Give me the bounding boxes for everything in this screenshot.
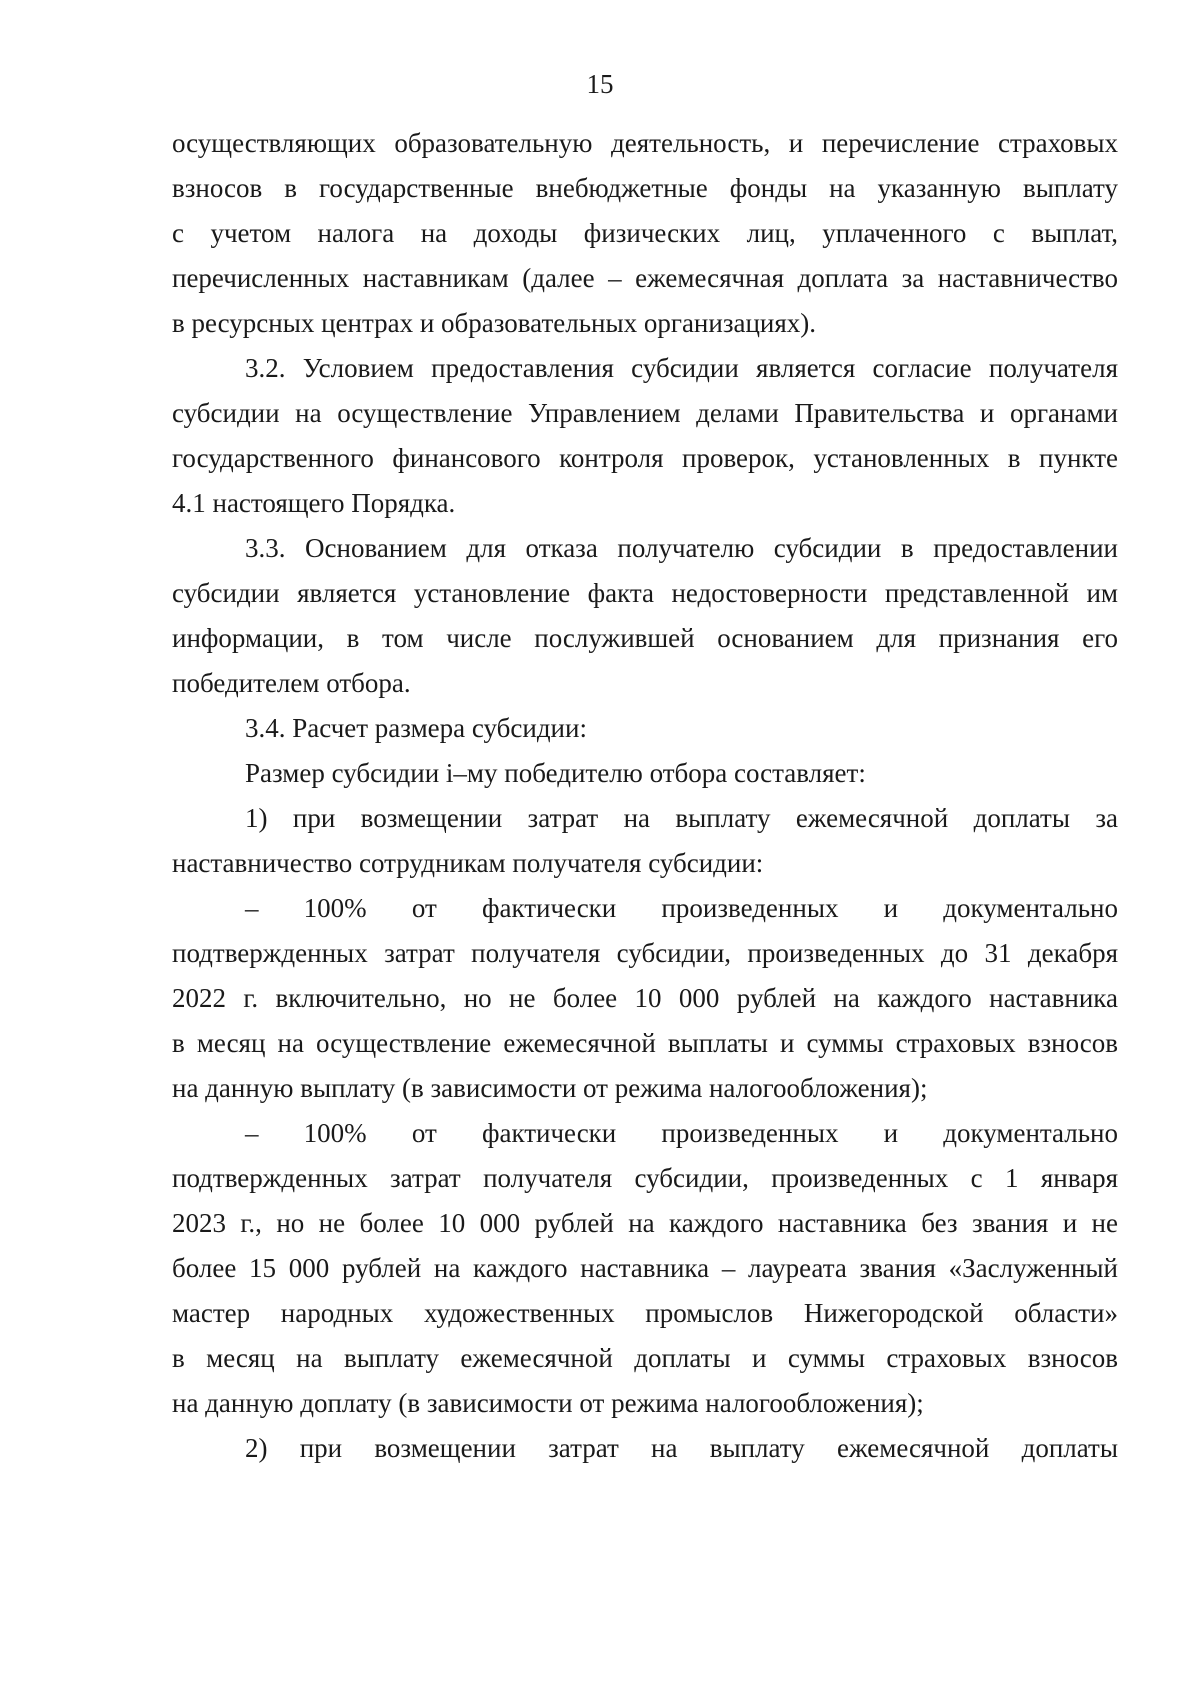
text-line: взносов в государственные внебюджетные фонды на указанную выплату bbox=[172, 173, 1118, 203]
text-line: перечисленных наставникам (далее – ежемесячная доплата за наставничество bbox=[172, 263, 1118, 293]
text-line: подтвержденных затрат получателя субсидии, произведенных до 31 декабря bbox=[172, 938, 1118, 968]
text-line: государственного финансового контроля проверок, установленных в пункте bbox=[172, 443, 1118, 473]
text-line: 3.4. Расчет размера субсидии: bbox=[245, 713, 587, 743]
text-line: 1) при возмещении затрат на выплату ежемесячной доплаты за bbox=[245, 803, 1118, 833]
text-line: в месяц на осуществление ежемесячной выплаты и суммы страховых взносов bbox=[172, 1028, 1118, 1058]
text-line: на данную доплату (в зависимости от режима налогообложения); bbox=[172, 1388, 924, 1418]
page-number: 15 bbox=[586, 69, 614, 99]
text-line: – 100% от фактически произведенных и документально bbox=[245, 1118, 1118, 1148]
text-line: 2) при возмещении затрат на выплату ежемесячной доплаты bbox=[245, 1433, 1118, 1463]
text-line: Размер субсидии i–му победителю отбора составляет: bbox=[245, 758, 866, 788]
text-line: более 15 000 рублей на каждого наставника – лауреата звания «Заслуженный bbox=[172, 1253, 1118, 1283]
text-line: – 100% от фактически произведенных и документально bbox=[245, 893, 1118, 923]
text-line: информации, в том числе послужившей основанием для признания его bbox=[172, 623, 1118, 653]
text-line: 3.3. Основанием для отказа получателю субсидии в предоставлении bbox=[245, 533, 1118, 563]
text-line: победителем отбора. bbox=[172, 668, 411, 698]
text-line: 2022 г. включительно, но не более 10 000 рублей на каждого наставника bbox=[172, 983, 1118, 1013]
text-line: с учетом налога на доходы физических лиц, уплаченного с выплат, bbox=[172, 218, 1118, 248]
text-line: мастер народных художественных промыслов Нижегородской области» bbox=[172, 1298, 1118, 1328]
text-line: субсидии на осуществление Управлением делами Правительства и органами bbox=[172, 398, 1118, 428]
text-line: 2023 г., но не более 10 000 рублей на каждого наставника без звания и не bbox=[172, 1208, 1118, 1238]
text-line: 3.2. Условием предоставления субсидии является согласие получателя bbox=[245, 353, 1118, 383]
text-line: 4.1 настоящего Порядка. bbox=[172, 488, 456, 518]
text-line: осуществляющих образовательную деятельность, и перечисление страховых bbox=[172, 128, 1118, 158]
text-line: в месяц на выплату ежемесячной доплаты и суммы страховых взносов bbox=[172, 1343, 1118, 1373]
text-line: в ресурсных центрах и образовательных организациях). bbox=[172, 308, 817, 338]
text-line: наставничество сотрудникам получателя субсидии: bbox=[172, 848, 764, 878]
text-line: субсидии является установление факта недостоверности представленной им bbox=[172, 578, 1118, 608]
text-line: подтвержденных затрат получателя субсидии, произведенных с 1 января bbox=[172, 1163, 1118, 1193]
text-line: на данную выплату (в зависимости от режима налогообложения); bbox=[172, 1073, 928, 1103]
